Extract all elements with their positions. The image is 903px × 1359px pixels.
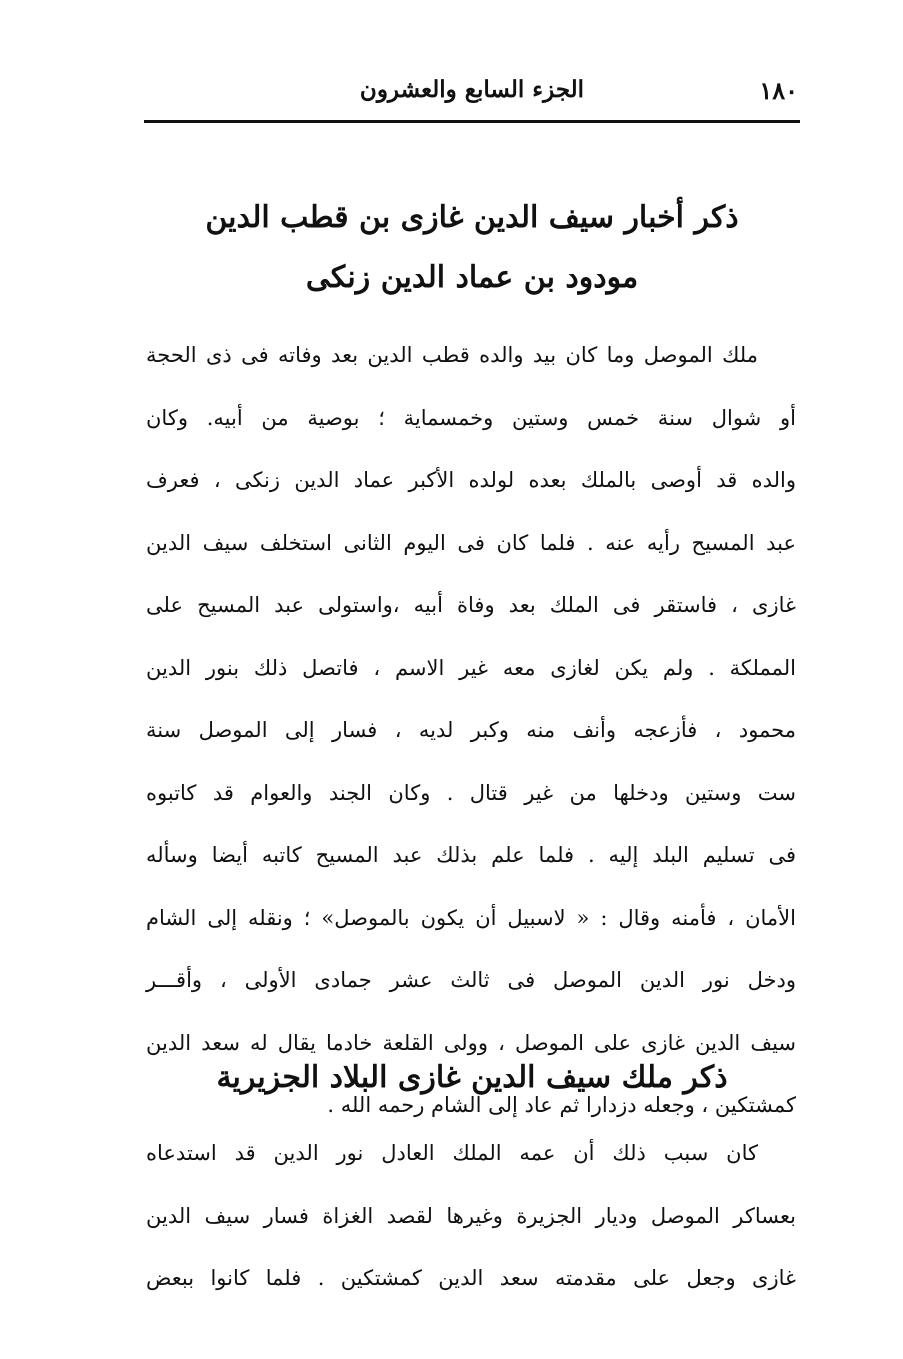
text-line: ودخل نور الدين الموصل فى ثالث عشر جمادى الأولى ، وأقـــر xyxy=(146,968,796,992)
text-line: أو شوال سنة خمس وستين وخمسماية ؛ بوصية من أبيه. وكان xyxy=(146,405,796,430)
text-line: والده قد أوصى بالملك بعده لولده الأكبر عماد الدين زنكى ، فعرف xyxy=(146,468,796,492)
text-line: ست وستين ودخلها من غير قتال . وكان الجند والعوام قد كاتبوه xyxy=(146,780,796,805)
text-line: المملكة . ولم يكن لغازى معه غير الاسم ، فاتصل ذلك بنور الدين xyxy=(146,655,796,680)
heading-line: مودود بن عماد الدين زنكى xyxy=(305,260,639,295)
section-2-paragraph xyxy=(146,1122,796,1310)
header-rule xyxy=(144,120,800,123)
running-head-title: الجزء السابع والعشرون xyxy=(359,76,585,103)
text-line: الأمان ، فأمنه وقال : « لاسبيل أن يكون بالموصل» ؛ ونقله إلى الشام xyxy=(146,905,796,930)
text-line: سيف الدين غازى على الموصل ، وولى القلعة خادما يقال له سعد الدين xyxy=(146,1030,796,1055)
section-1-paragraph xyxy=(146,324,796,1137)
text-line: كان سبب ذلك أن عمه الملك العادل نور الدين قد استدعاه xyxy=(146,1141,758,1165)
text-line: فى تسليم البلد إليه . فلما علم بذلك عبد المسيح كاتبه أيضا وسأله xyxy=(146,843,796,867)
text-line: عبد المسيح رأيه عنه . فلما كان فى اليوم الثانى استخلف سيف الدين xyxy=(146,530,796,555)
text-line: بعساكر الموصل وديار الجزيرة وغيرها لقصد الغزاة فسار سيف الدين xyxy=(146,1203,796,1228)
running-head xyxy=(144,72,800,116)
heading-line: ذكر أخبار سيف الدين غازى بن قطب الدين xyxy=(205,200,739,235)
text-line: محمود ، فأزعجه وأنف منه وكبر لديه ، فسار إلى الموصل سنة xyxy=(146,718,796,742)
text-line: غازى وجعل على مقدمته سعد الدين كمشتكين . فلما كانوا ببعض xyxy=(146,1266,796,1290)
text-line: كمشتكين ، وجعله دزدارا ثم عاد إلى الشام رحمه الله . xyxy=(327,1093,796,1117)
section-heading-2 xyxy=(140,1048,804,1108)
text-line: ملك الموصل وما كان بيد والده قطب الدين بعد وفاته فى ذى الحجة xyxy=(146,343,758,367)
heading-line: ذكر ملك سيف الدين غازى البلاد الجزيرية xyxy=(216,1060,728,1095)
page-number: ١٨٠ xyxy=(759,76,798,105)
section-heading-1 xyxy=(140,188,804,308)
text-line: غازى ، فاستقر فى الملك بعد وفاة أبيه ،واستولى عبد المسيح على xyxy=(146,593,796,617)
